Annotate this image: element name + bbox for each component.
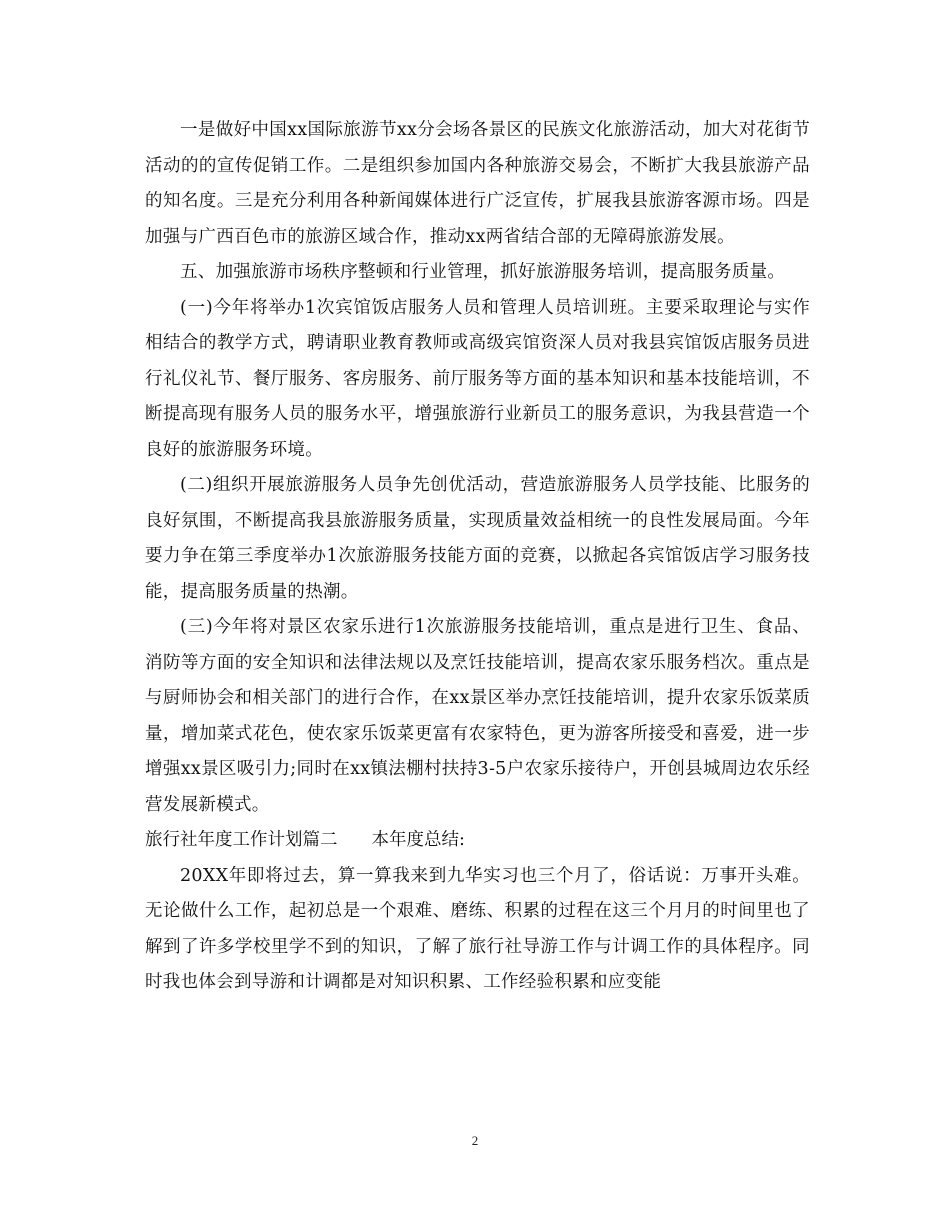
section-heading	[145, 823, 810, 859]
paragraph-promotion: 一是做好中国xx国际旅游节xx分会场各景区的民族文化旅游活动，加大对花街节活动的的宣传促销工作。二是组织参加国内各种旅游交易会，不断扩大我县旅游产品的知名度。三是充分利用各种新闻媒体进行广泛宣传，扩展我县旅游客源市场。四是加强与广西百色市的旅游区域合作，推动xx两省结合部的无障碍旅游发展。	[145, 120, 810, 247]
document-body	[145, 113, 810, 1001]
paragraph-item-two: (二)组织开展旅游服务人员争先创优活动，营造旅游服务人员学技能、比服务的良好氛围，不断提高我县旅游服务质量，实现质量效益相统一的良性发展局面。今年要力争在第三季度举办1次旅游服务技能方面的竞赛，以掀起各宾馆饭店学习服务技能，提高服务质量的热潮。	[145, 475, 810, 602]
page-number: 2	[471, 1133, 479, 1148]
paragraph-section-five: 五、加强旅游市场秩序整顿和行业管理，抓好旅游服务培训，提高服务质量。	[180, 262, 786, 282]
section-heading-title: 旅行社年度工作计划篇二	[145, 830, 338, 850]
paragraph-item-three: (三)今年将对景区农家乐进行1次旅游服务技能培训，重点是进行卫生、食品、消防等方面的安全知识和法律法规以及烹饪技能培训，提高农家乐服务档次。重点是与厨师协会和相关部门的进行合作，在xx景区举办烹饪技能培训，提升农家乐饭菜质量，增加菜式花色，使农家乐饭菜更富有农家特色，更为游客所接受和喜爱，进一步增强xx景区吸引力;同时在xx镇法棚村扶持3-5户农家乐接待户，开创县城周边农乐经营发展新模式。	[145, 617, 810, 815]
paragraph-item-one: (一)今年将举办1次宾馆饭店服务人员和管理人员培训班。主要采取理论与实作相结合的教学方式，聘请职业教育教师或高级宾馆资深人员对我县宾馆饭店服务员进行礼仪礼节、餐厅服务、客房服务、前厅服务等方面的基本知识和基本技能培训，不断提高现有服务人员的服务水平，增强旅游行业新员工的服务意识，为我县营造一个良好的旅游服务环境。	[145, 297, 810, 460]
paragraph-annual-summary: 20XX年即将过去，算一算我来到九华实习也三个月了，俗话说：万事开头难。无论做什么工作，起初总是一个艰难、磨练、积累的过程在这三个月月的时间里也了解到了许多学校里学不到的知识，了解了旅行社导游工作与计调工作的具体程序。同时我也体会到导游和计调都是对知识积累、工作经验积累和应变能	[145, 865, 810, 992]
section-heading-subtitle: 本年度总结:	[371, 830, 465, 850]
